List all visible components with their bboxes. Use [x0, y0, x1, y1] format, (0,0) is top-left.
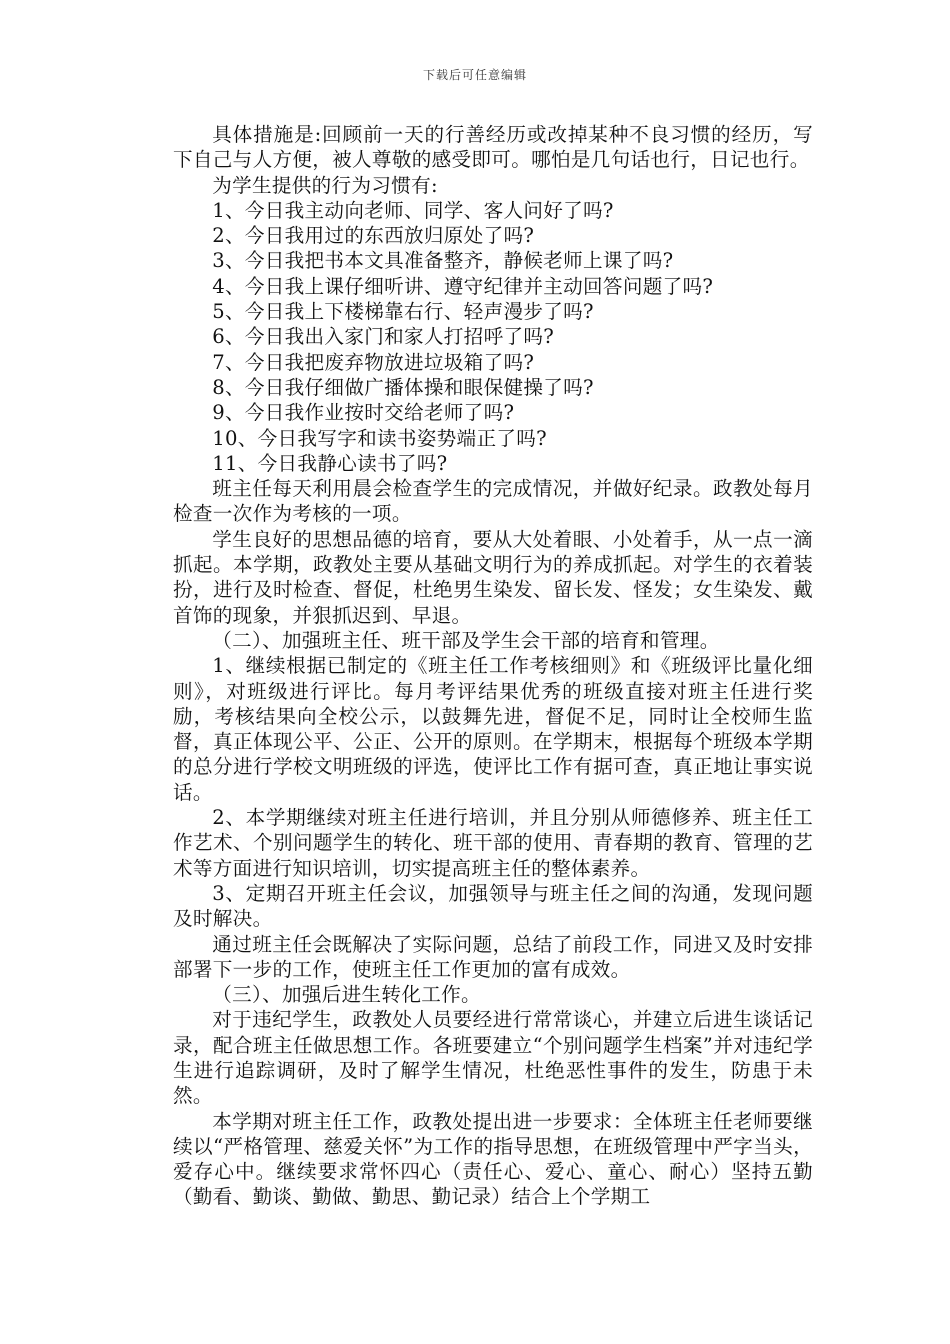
paragraph: 班主任每天利用晨会检查学生的完成情况，并做好纪录。政教处每月检查一次作为考核的一项。 — [173, 477, 813, 526]
document-body — [173, 122, 813, 1210]
list-item: 7、今日我把废弃物放进垃圾箱了吗? — [212, 350, 535, 374]
list-item: 10、今日我写字和读书姿势端正了吗? — [212, 426, 547, 450]
paragraph: 本学期对班主任工作，政教处提出进一步要求：全体班主任老师要继续以“严格管理、慈爱关怀”为工作的指导思想，在班级管理中严字当头，爱存心中。继续要求常怀四心（责任心、爱心、童心、耐心）坚持五勤（勤看、勤谈、勤做、勤思、勤记录）结合上个学期工 — [173, 1109, 813, 1209]
list-item: 5、今日我上下楼梯靠右行、轻声漫步了吗? — [212, 300, 594, 324]
section-heading: （三）、加强后进生转化工作。 — [212, 983, 481, 1007]
list-item: 1、今日我主动向老师、同学、客人问好了吗? — [212, 198, 614, 222]
paragraph: 3、定期召开班主任会议，加强领导与班主任之间的沟通，发现问题及时解决。 — [173, 881, 813, 931]
paragraph: 学生良好的思想品德的培育，要从大处着眼、小处着手，从一点一滴抓起。本学期，政教处主要从基础文明行为的养成抓起。对学生的衣着装扮，进行及时检查、督促，杜绝男生染发、留长发、怪发；女生染发、戴首饰的现象，并狠抓迟到、早退。 — [173, 527, 813, 627]
paragraph: 为学生提供的行为习惯有: — [212, 173, 438, 197]
paragraph: 2、本学期继续对班主任进行培训，并且分别从师德修养、班主任工作艺术、个别问题学生的转化、班干部的使用、青春期的教育、管理的艺术等方面进行知识培训，切实提高班主任的整体素养。 — [173, 806, 813, 880]
list-item: 11、今日我静心读书了吗? — [212, 451, 448, 475]
paragraph: 具体措施是:回顾前一天的行善经历或改掉某种不良习惯的经历，写下自己与人方便，被人尊敬的感受即可。哪怕是几句话也行，日记也行。 — [173, 123, 813, 172]
list-item: 2、今日我用过的东西放归原处了吗? — [212, 224, 535, 248]
list-item: 6、今日我出入家门和家人打招呼了吗? — [212, 325, 555, 349]
list-item: 9、今日我作业按时交给老师了吗? — [212, 401, 515, 425]
paragraph: 通过班主任会既解决了实际问题，总结了前段工作，同进又及时安排部署下一步的工作，使班主任工作更加的富有成效。 — [173, 932, 813, 981]
list-item: 8、今日我仔细做广播体操和眼保健操了吗? — [212, 375, 594, 399]
list-item: 3、今日我把书本文具准备整齐，静候老师上课了吗? — [212, 249, 674, 273]
paragraph: 1、继续根据已制定的《班主任工作考核细则》和《班级评比量化细则》，对班级进行评比。每月考评结果优秀的班级直接对班主任进行奖励，考核结果向全校公示，以鼓舞先进，督促不足，同时让全校师生监督，真正体现公平、公正、公开的原则。在学期末，根据每个班级本学期的总分进行学校文明班级的评选，使评比工作有据可查，真正地让事实说话。 — [173, 654, 813, 804]
list-item: 4、今日我上课仔细听讲、遵守纪律并主动回答问题了吗? — [212, 274, 714, 298]
section-heading: （二）、加强班主任、班干部及学生会干部的培育和管理。 — [212, 628, 720, 652]
page-header: 下载后可任意编辑 — [422, 68, 527, 82]
paragraph: 对于违纪学生，政教处人员要经进行常常谈心，并建立后进生谈话记录，配合班主任做思想工作。各班要建立“个别问题学生档案”并对违纪学生进行追踪调研，及时了解学生情况，杜绝恶性事件的发生，防患于未然。 — [173, 1008, 813, 1108]
